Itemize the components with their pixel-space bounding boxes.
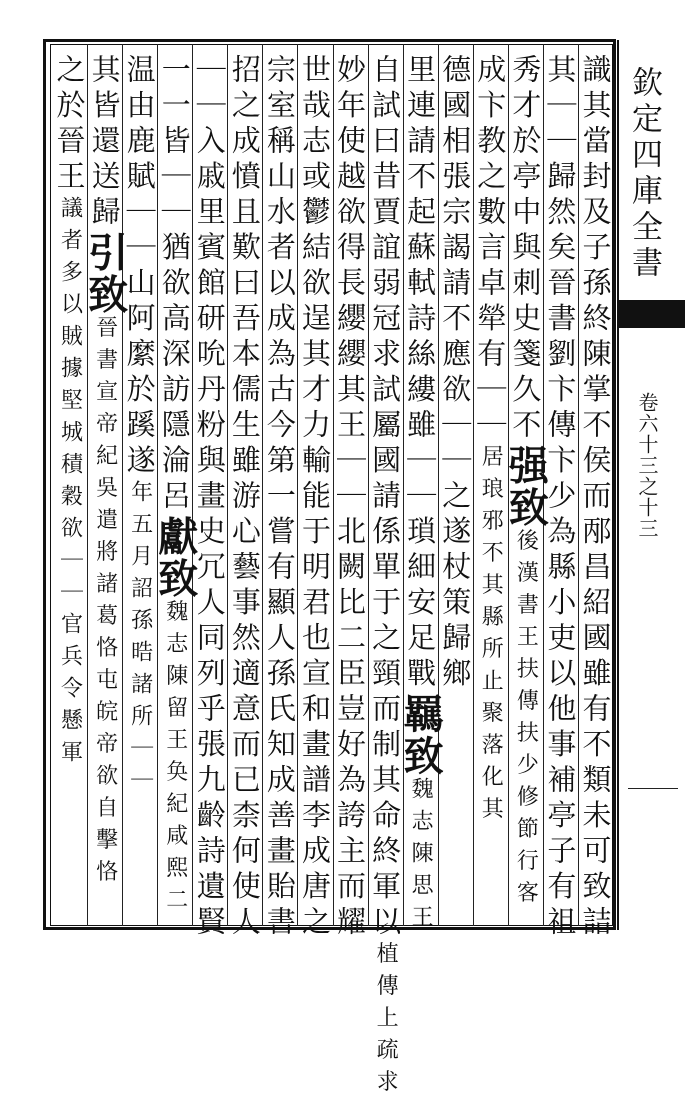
annotation-text: 晉書宣帝紀吳遣將諸葛恪屯皖帝欲自擊恪: [92, 315, 118, 892]
text-column: [151, 54, 199, 924]
text-column: [397, 54, 445, 937]
text-column: [261, 54, 299, 942]
body-text: 一一皆｜｜猶欲高深訪隱淪呂: [157, 54, 192, 516]
entry-heading: 引致: [81, 231, 129, 316]
body-text: 其｜｜歸然矣晉書劉卞傳卞少為縣小吏以他事補亭子有祖: [543, 54, 578, 942]
body-text: 温由鹿賦｜｜山阿縻於蹊遂: [122, 54, 157, 480]
annotation-text: 年五月詔孫晧諸所｜｜: [127, 480, 153, 800]
text-column: [51, 54, 89, 924]
text-column: [576, 54, 614, 942]
annotation-text: 植傳上疏求: [373, 941, 399, 1102]
annotation-text: 居琅邪不其縣所止聚落化其: [478, 444, 504, 829]
text-column: [226, 54, 264, 942]
text-column: [296, 54, 334, 942]
body-text: 德國相張宗謁請不應欲｜｜之遂杖策歸鄉: [438, 54, 473, 693]
fish-tail-mark: [617, 300, 685, 326]
annotation-text: 後漢書王扶傳扶少修節行客: [513, 528, 539, 913]
text-column: [436, 54, 474, 924]
body-text: 之於晉王: [52, 54, 87, 196]
body-text: 自試曰昔賈誼弱冠求試屬國請係單于之頸而制其命終軍以: [368, 54, 403, 942]
fish-tail-mark-lower: [617, 326, 685, 338]
body-text: 識其當封及子孫終陳掌不侯而邴昌紹國雖有不類未可致詰: [578, 54, 613, 942]
text-column: [331, 54, 369, 942]
volume-label: 卷六十三之十三: [635, 392, 659, 539]
text-column: [81, 54, 129, 924]
annotation-text: 議者多以賊據堅城積穀欲｜｜官兵令懸軍: [57, 196, 83, 772]
book-title: 欽定四庫全書: [626, 66, 662, 282]
text-column: [502, 54, 550, 924]
body-text: ｜｜入戚里賓館研吮丹粉與畫史冗人同列乎張九齡詩遺賢: [192, 54, 227, 942]
entry-heading: 强致: [502, 444, 550, 529]
annotation-text: 魏志陳思王: [408, 777, 434, 937]
text-column: [471, 54, 509, 924]
body-text: 秀才於亭中與刺史箋久不: [508, 54, 543, 445]
margin-divider: [617, 40, 619, 930]
body-text: 成卞教之數言卓犖有｜｜: [473, 54, 508, 445]
body-text: 招之成憤且歎曰吾本儒生雖游心藝事然適意而已柰何使人: [227, 54, 262, 942]
body-text: 里連請不起蘇軾詩絲縷雖｜｜瑣細安足戰: [403, 54, 438, 693]
annotation-text: 魏志陳留王奂紀咸熙二: [162, 599, 188, 920]
body-text: 其皆還送歸: [87, 54, 122, 232]
body-text: 妙年使越欲得長纓纓其王｜｜北闕比二臣豈好為誇主而耀: [333, 54, 368, 942]
entry-heading: 獻致: [151, 515, 199, 600]
body-text: 世哉志或鬱結欲逞其才力輸能于明君也宣和畫譜李成唐之: [297, 54, 332, 942]
entry-heading: 羈致: [397, 693, 445, 777]
text-column: [366, 54, 404, 1102]
text-column: [191, 54, 229, 942]
margin-tick: [628, 788, 678, 789]
text-column: [121, 54, 159, 924]
body-text: 宗室稱山水者以成為古今第一嘗有顯人孫氏知成善畫貽書: [262, 54, 297, 942]
